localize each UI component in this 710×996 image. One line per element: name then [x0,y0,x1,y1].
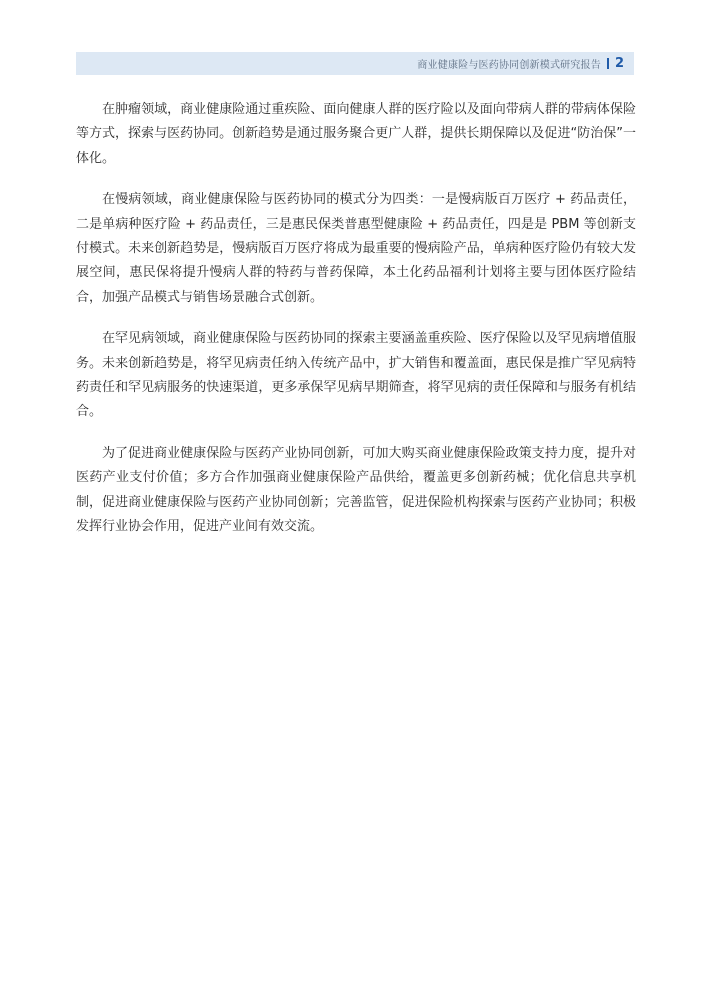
header-divider [607,58,609,69]
paragraph-recommendations: 为了促进商业健康保险与医药产业协同创新，可加大购买商业健康保险政策支持力度，提升对医药产业支付价值；多方合作加强商业健康保险产品供给，覆盖更多创新药械；优化信息共享机制，促进商业健康保险与医药产业协同创新；完善监管，促进保险机构探索与医药产业协同；积极发挥行业协会作用，促进产业间有效交流。 [76,445,636,535]
report-title: 商业健康险与医药协同创新模式研究报告 [417,60,601,71]
paragraph-rare-disease: 在罕见病领域，商业健康保险与医药协同的探索主要涵盖重疾险、医疗保险以及罕见病增值服务。未来创新趋势是，将罕见病责任纳入传统产品中，扩大销售和覆盖面，惠民保是推广罕见病特药责任和罕见病服务的快速渠道，更多承保罕见病早期筛查，将罕见病的责任保障和与服务有机结合。 [76,331,636,420]
page-number: 2 [614,56,624,71]
paragraph-tumor: 在肿瘤领域，商业健康险通过重疾险、面向健康人群的医疗险以及面向带病人群的带病体保险等方式，探索与医药协同。创新趋势是通过服务聚合更广人群，提供长期保障以及促进“防治保”一体化。 [76,102,636,166]
running-header [76,52,634,75]
body-text [76,98,636,557]
paragraph-chronic-disease: 在慢病领域，商业健康保险与医药协同的模式分为四类：一是慢病版百万医疗 + 药品责任，二是单病种医疗险 + 药品责任，三是惠民保类普惠型健康险 + 药品责任，四是是 PBM 等创新支付模式。未来创新趋势是，慢病版百万医疗将成为最重要的慢病险产品，单病种医疗险仍有较大发展空间，惠民保将提升慢病人群的特药与普药保障，本土化药品福利计划将主要与团体医疗险结合，加强产品模式与销售场景融合式创新。 [76,192,636,305]
